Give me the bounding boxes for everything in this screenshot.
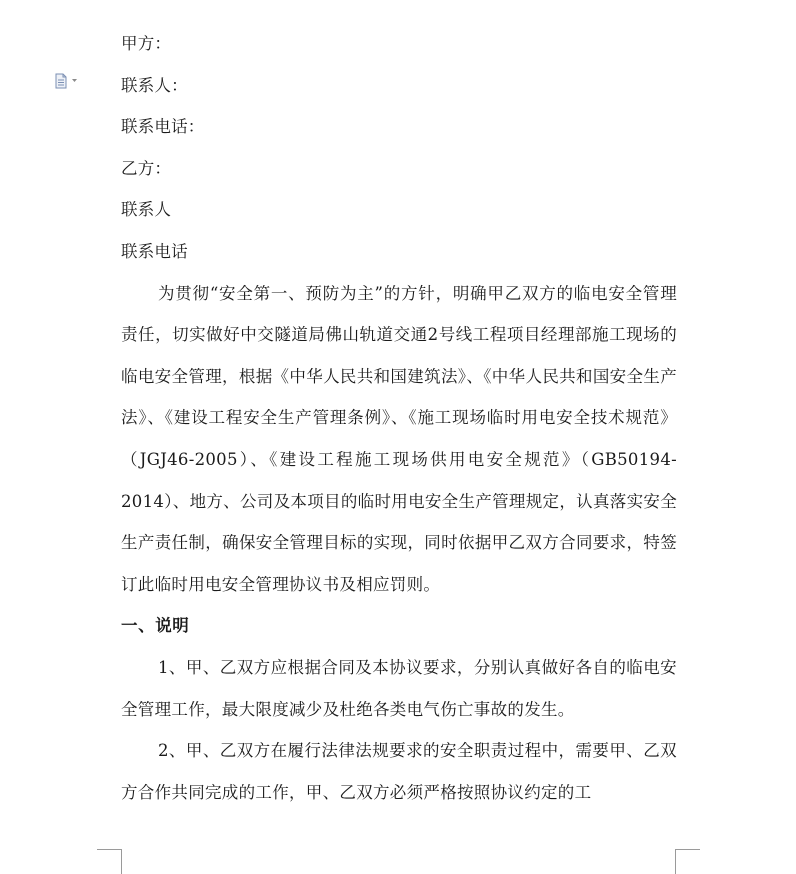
party-b-label[interactable]: 乙方： [121,158,172,178]
party-a-phone-label[interactable]: 联系电话： [121,117,205,137]
party-b-contact-label[interactable]: 联系人 [121,200,172,220]
section-heading-explanation[interactable]: 一、说明 [121,616,190,636]
chevron-down-icon [72,79,77,82]
clause-2-paragraph[interactable]: 2、甲、乙双方在履行法律法规要求的安全职责过程中，需要甲、乙双方合作共同完成的工作，甲、乙双方必须严格按照协议约定的工 [121,741,677,802]
page-margin-corner-left [97,849,122,874]
party-a-label[interactable]: 甲方： [121,34,172,53]
document-icon[interactable] [55,73,83,89]
party-a-contact-label[interactable]: 联系人： [121,75,188,95]
page-margin-corner-right [675,849,700,874]
intro-paragraph[interactable]: 为贯彻“安全第一、预防为主”的方针，明确甲乙双方的临电安全管理责任，切实做好中交隧道局佛山轨道交通2号线工程项目经理部施工现场的临电安全管理，根据《中华人民共和国建筑法》、《中华人民共和国安全生产法》、《建设工程安全生产管理条例》、《施工现场临时用电安全技术规范》（JGJ46-2005）、《建设工程施工现场供用电安全规范》（GB50194-2014）、地方、公司及本项目的临时用电安全生产管理规定，认真落实安全生产责任制，确保安全管理目标的实现，同时依据甲乙双方合同要求，特签订此临时用电安全管理协议书及相应罚则。 [121,283,677,594]
clause-1-paragraph[interactable]: 1、甲、乙双方应根据合同及本协议要求，分别认真做好各自的临电安全管理工作，最大限度减少及杜绝各类电气伤亡事故的发生。 [121,657,677,719]
party-b-phone-label[interactable]: 联系电话 [121,241,188,261]
document-body [121,23,677,813]
